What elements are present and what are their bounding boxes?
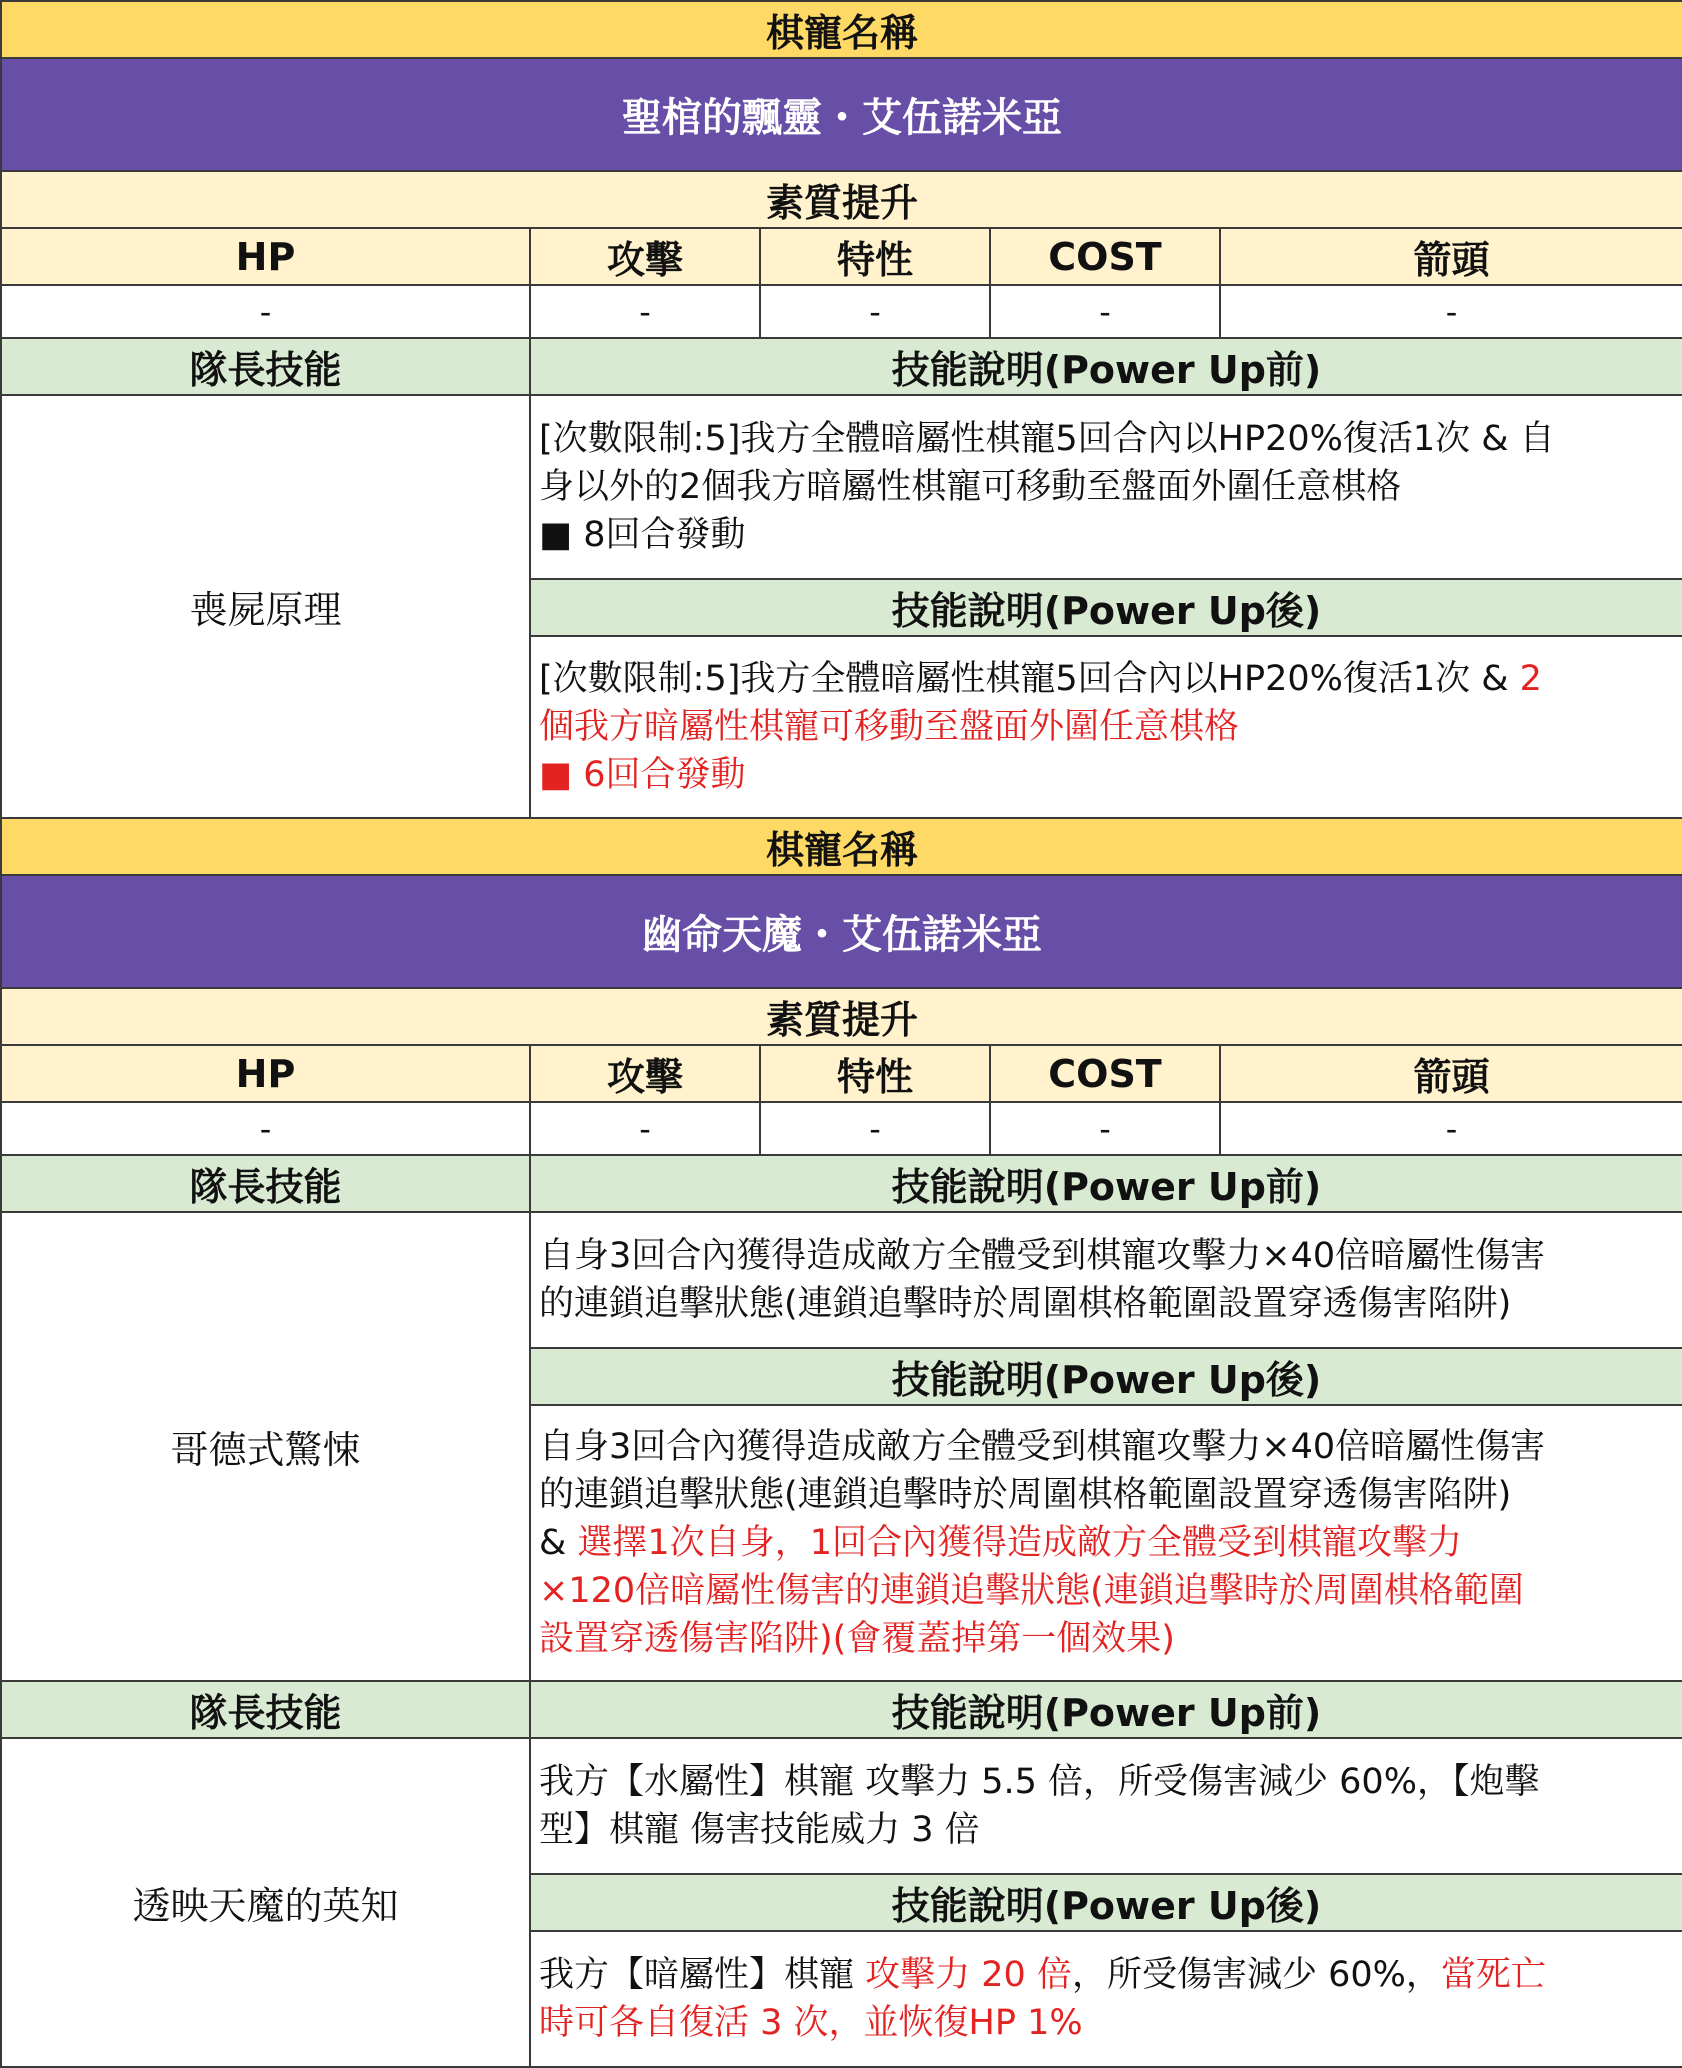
desc-after-header: 技能說明(Power Up後)	[530, 579, 1682, 636]
col-hp-header: HP	[1, 228, 530, 285]
leader-skill-header: 隊長技能	[1, 1681, 530, 1738]
desc-line: 自身3回合內獲得造成敵方全體受到棋寵攻擊力×40倍暗屬性傷害	[539, 1236, 1546, 1276]
desc-text: ，所受傷害減少 60%，	[1071, 1955, 1441, 1995]
desc-changed-text: 當死亡	[1440, 1955, 1546, 1995]
leader-skill-header: 隊長技能	[1, 338, 530, 395]
pet1-name-header-row	[1, 1, 1682, 58]
skill-desc-after	[530, 636, 1682, 818]
leader-skill-name: 透映天魔的英知	[1, 1738, 530, 2067]
desc-changed-text: 選擇1次自身，1回合內獲得造成敵方全體受到棋寵攻擊力	[577, 1523, 1462, 1563]
leader-skill-name: 喪屍原理	[1, 395, 530, 818]
desc-line: 身以外的2個我方暗屬性棋寵可移動至盤面外圍任意棋格	[539, 467, 1402, 507]
pet2-stats-values-row	[1, 1102, 1682, 1155]
desc-before-header: 技能說明(Power Up前)	[530, 1155, 1682, 1212]
col-cost-header: COST	[990, 1045, 1220, 1102]
hp-value: -	[1, 285, 530, 338]
pet-name-header: 棋寵名稱	[1, 1, 1682, 58]
pet1-quality-header-row	[1, 171, 1682, 228]
col-hp-header: HP	[1, 1045, 530, 1102]
col-trait-header: 特性	[760, 228, 990, 285]
attack-value: -	[530, 1102, 760, 1155]
desc-changed-line: 個我方暗屬性棋寵可移動至盤面外圍任意棋格	[539, 707, 1240, 747]
leader-skill-header: 隊長技能	[1, 1155, 530, 1212]
quality-up-header: 素質提升	[1, 988, 1682, 1045]
hp-value: -	[1, 1102, 530, 1155]
col-trait-header: 特性	[760, 1045, 990, 1102]
desc-after-header: 技能說明(Power Up後)	[530, 1348, 1682, 1405]
leader-skill-name: 哥德式驚悚	[1, 1212, 530, 1681]
desc-changed-line: ■ 6回合發動	[539, 755, 746, 795]
pet1-skill-before-row	[1, 395, 1682, 579]
desc-changed-line: 時可各自復活 3 次，並恢復HP 1%	[539, 2003, 1083, 2043]
pet2-skill1-header-row	[1, 1155, 1682, 1212]
desc-before-header: 技能說明(Power Up前)	[530, 1681, 1682, 1738]
desc-line: 我方【水屬性】棋寵 攻擊力 5.5 倍，所受傷害減少 60%，【炮擊	[539, 1762, 1540, 1802]
pet2-skill2-before-row	[1, 1738, 1682, 1874]
cost-value: -	[990, 285, 1220, 338]
pet2-name-row	[1, 875, 1682, 988]
pet-name: 聖棺的飄靈・艾伍諾米亞	[1, 58, 1682, 171]
col-arrow-header: 箭頭	[1220, 1045, 1682, 1102]
desc-line	[539, 1951, 1674, 1999]
desc-changed-text: 攻擊力 20 倍	[865, 1955, 1072, 1995]
desc-text: &	[539, 1523, 578, 1563]
desc-text: 我方【暗屬性】棋寵	[539, 1955, 866, 1995]
skill-desc-before	[530, 395, 1682, 579]
pet2-skill1-before-row	[1, 1212, 1682, 1348]
arrow-value: -	[1220, 285, 1682, 338]
pet1-name-row	[1, 58, 1682, 171]
desc-line: 型】棋寵 傷害技能威力 3 倍	[539, 1810, 980, 1850]
desc-line: [次數限制:5]我方全體暗屬性棋寵5回合內以HP20%復活1次 & 自	[539, 419, 1555, 459]
desc-line	[539, 1519, 1674, 1567]
attack-value: -	[530, 285, 760, 338]
pet2-name-header-row	[1, 818, 1682, 875]
desc-changed-line: ×120倍暗屬性傷害的連鎖追擊狀態(連鎖追擊時於周圍棋格範圍	[539, 1571, 1524, 1611]
desc-after-header: 技能說明(Power Up後)	[530, 1874, 1682, 1931]
quality-up-header: 素質提升	[1, 171, 1682, 228]
desc-line: ■ 8回合發動	[539, 515, 746, 555]
arrow-value: -	[1220, 1102, 1682, 1155]
desc-line	[539, 655, 1674, 703]
pet1-stats-header-row	[1, 228, 1682, 285]
col-attack-header: 攻擊	[530, 228, 760, 285]
pet-name-header: 棋寵名稱	[1, 818, 1682, 875]
skill-desc-before	[530, 1738, 1682, 1874]
desc-text: [次數限制:5]我方全體暗屬性棋寵5回合內以HP20%復活1次 &	[539, 659, 1520, 699]
desc-line: 自身3回合內獲得造成敵方全體受到棋寵攻擊力×40倍暗屬性傷害	[539, 1427, 1546, 1467]
col-arrow-header: 箭頭	[1220, 228, 1682, 285]
desc-line: 的連鎖追擊狀態(連鎖追擊時於周圍棋格範圍設置穿透傷害陷阱)	[539, 1475, 1512, 1515]
pet-name: 幽命天魔・艾伍諾米亞	[1, 875, 1682, 988]
pet2-skill2-header-row	[1, 1681, 1682, 1738]
desc-before-header: 技能說明(Power Up前)	[530, 338, 1682, 395]
pet2-quality-header-row	[1, 988, 1682, 1045]
skill-desc-after	[530, 1931, 1682, 2067]
trait-value: -	[760, 285, 990, 338]
cost-value: -	[990, 1102, 1220, 1155]
pet2-stats-header-row	[1, 1045, 1682, 1102]
col-cost-header: COST	[990, 228, 1220, 285]
skill-desc-before	[530, 1212, 1682, 1348]
skill-desc-after	[530, 1405, 1682, 1681]
col-attack-header: 攻擊	[530, 1045, 760, 1102]
desc-line: 的連鎖追擊狀態(連鎖追擊時於周圍棋格範圍設置穿透傷害陷阱)	[539, 1284, 1512, 1324]
desc-changed-text: 2	[1519, 659, 1542, 699]
trait-value: -	[760, 1102, 990, 1155]
pet1-stats-values-row	[1, 285, 1682, 338]
pet1-skill-header-row	[1, 338, 1682, 395]
desc-changed-line: 設置穿透傷害陷阱)(會覆蓋掉第一個效果)	[539, 1619, 1175, 1659]
